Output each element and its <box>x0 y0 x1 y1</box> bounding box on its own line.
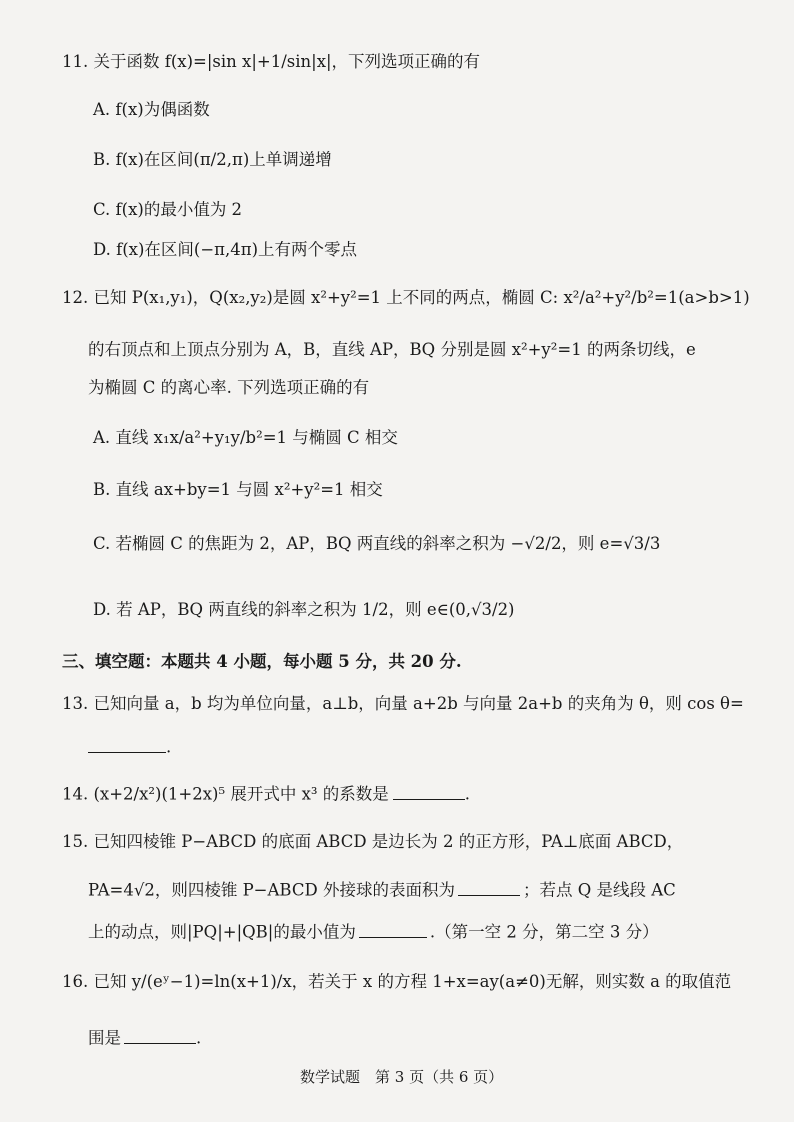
q16-line-1: 16. 已知 y/(eʸ−1)=ln(x+1)/x，若关于 x 的方程 1+x=ay(a≠0)无解，则实数 a 的取值范 <box>62 972 732 991</box>
section-fill-in-heading: 三、填空题：本题共 4 小题，每小题 5 分，共 20 分. <box>62 652 462 671</box>
q12-option-a: A. 直线 x₁x/a²+y₁y/b²=1 与椭圆 C 相交 <box>93 428 398 447</box>
q15-answer-blank-1[interactable] <box>458 878 520 896</box>
q14-line: 14. (x+2/x²)(1+2x)⁵ 展开式中 x³ 的系数是 . <box>62 782 470 804</box>
q15-line-2: PA=4√2，则四棱锥 P−ABCD 外接球的表面积为 ；若点 Q 是线段 AC <box>88 878 676 900</box>
q14-answer-blank[interactable] <box>393 782 465 800</box>
q15-answer-blank-2[interactable] <box>359 920 427 938</box>
q16-answer-blank[interactable] <box>124 1026 196 1044</box>
q11-option-d: D. f(x)在区间(−π,4π)上有两个零点 <box>93 240 358 259</box>
q12-stem-line-2: 的右顶点和上顶点分别为 A，B，直线 AP，BQ 分别是圆 x²+y²=1 的两条切线，e <box>88 340 696 359</box>
q15-line-3: 上的动点，则|PQ|+|QB|的最小值为 .（第一空 2 分，第二空 3 分） <box>88 920 659 942</box>
q13-line-1: 13. 已知向量 a，b 均为单位向量，a⊥b，向量 a+2b 与向量 2a+b 的夹角为 θ，则 cos θ= <box>62 694 744 713</box>
q12-option-c: C. 若椭圆 C 的焦距为 2，AP，BQ 两直线的斜率之积为 −√2/2，则 e=√3/3 <box>93 534 661 553</box>
q13-answer-blank[interactable] <box>88 735 166 753</box>
q11-stem: 11. 关于函数 f(x)=|sin x|+1/sin|x|，下列选项正确的有 <box>62 52 481 71</box>
q11-option-b: B. f(x)在区间(π/2,π)上单调递增 <box>93 150 332 169</box>
q15-line-1: 15. 已知四棱锥 P−ABCD 的底面 ABCD 是边长为 2 的正方形，PA⊥底面 ABCD， <box>62 832 684 851</box>
q12-option-b: B. 直线 ax+by=1 与圆 x²+y²=1 相交 <box>93 480 383 499</box>
page-footer: 数学试题 第 3 页（共 6 页） <box>300 1068 504 1086</box>
q12-stem-line-3: 为椭圆 C 的离心率. 下列选项正确的有 <box>88 378 370 397</box>
q11-option-c: C. f(x)的最小值为 2 <box>93 200 243 219</box>
q16-line-2: 围是 . <box>88 1026 201 1048</box>
q12-option-d: D. 若 AP，BQ 两直线的斜率之积为 1/2，则 e∈(0,√3/2) <box>93 600 515 619</box>
q11-option-a: A. f(x)为偶函数 <box>93 100 210 119</box>
q13-line-2: . <box>88 735 171 757</box>
q12-stem-line-1: 12. 已知 P(x₁,y₁)，Q(x₂,y₂)是圆 x²+y²=1 上不同的两点，椭圆 C: x²/a²+y²/b²=1(a>b>1) <box>62 288 750 307</box>
